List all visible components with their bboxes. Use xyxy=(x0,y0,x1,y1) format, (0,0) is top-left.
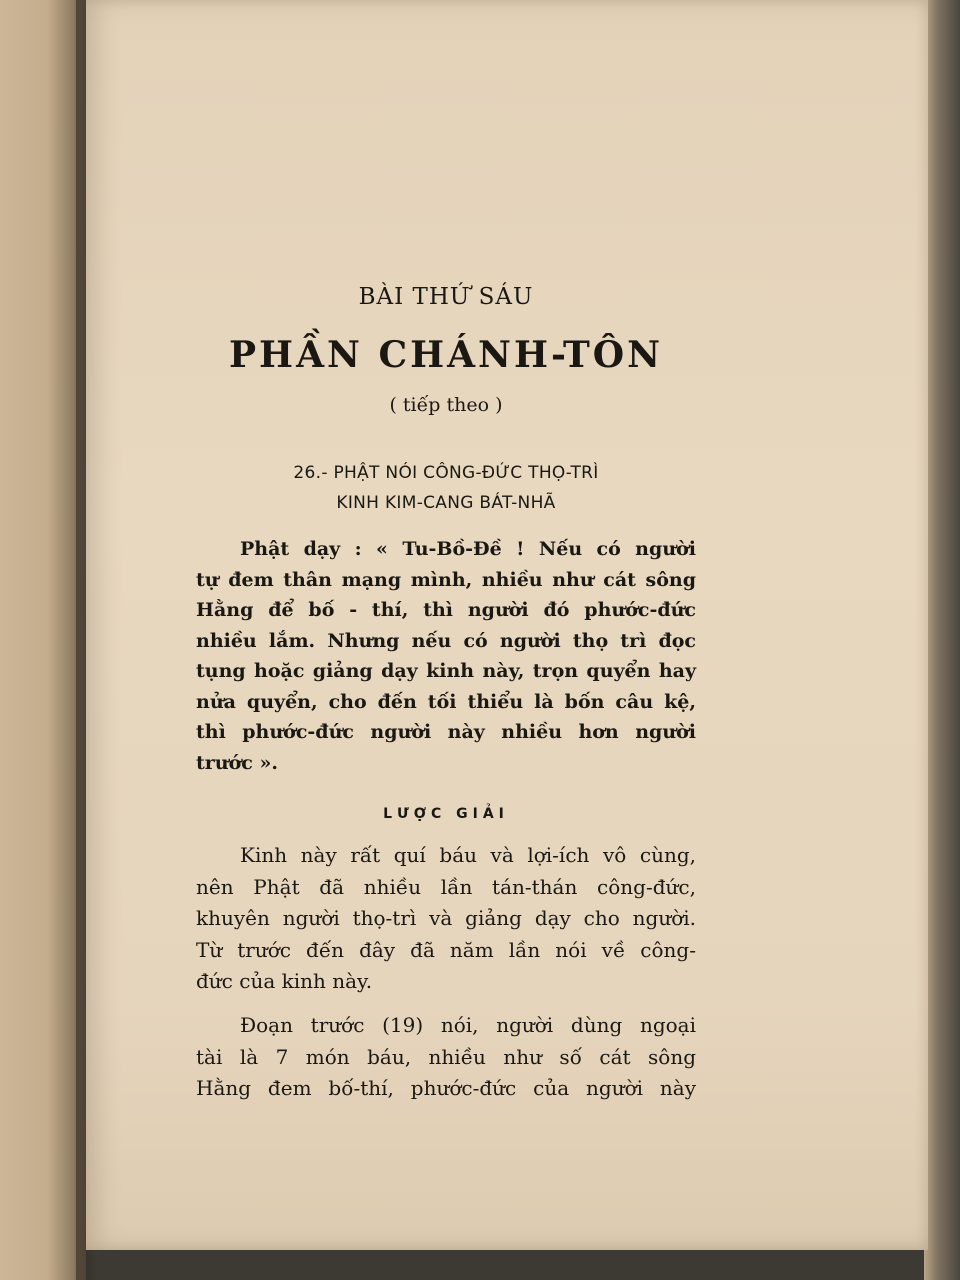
chapter-title: PHẦN CHÁNH-TÔN xyxy=(228,334,663,376)
section-heading-line: KINH KIM-CANG BÁT-NHÃ xyxy=(336,493,556,513)
buddha-quote xyxy=(196,534,696,778)
paragraph-line: tài là 7 món báu, nhiều như số cát sông xyxy=(196,1044,696,1069)
paragraph-line: Hằng đem bố-thí, phước-đức của người này xyxy=(196,1076,696,1100)
quote-line: Phật dạy : « Tu-Bồ-Đề ! Nếu có người xyxy=(240,538,696,560)
quote-line: nhiều lắm. Nhưng nếu có người thọ trì đọc xyxy=(196,629,696,652)
commentary-heading: LƯỢC GIẢI xyxy=(383,806,509,822)
section-heading xyxy=(196,458,696,518)
page-stack-edge xyxy=(924,0,960,1280)
paragraph-line: Từ trước đến đây đã năm lần nói về công- xyxy=(196,937,696,962)
lesson-number: BÀI THỨ SÁU xyxy=(358,284,534,310)
paragraph-line: Đoạn trước (19) nói, người dùng ngoại xyxy=(240,1013,696,1037)
commentary-paragraph xyxy=(196,840,696,998)
commentary-paragraph xyxy=(196,1010,696,1105)
previous-page-edge xyxy=(0,0,86,1280)
continued-note: ( tiếp theo ) xyxy=(389,394,503,416)
book-page xyxy=(86,0,928,1250)
quote-line: trước ». xyxy=(196,751,278,774)
section-heading-line: 26.- PHẬT NÓI CÔNG-ĐỨC THỌ-TRÌ xyxy=(293,463,599,483)
paragraph-line: Kinh này rất quí báu và lợi-ích vô cùng, xyxy=(240,843,696,867)
quote-line: thì phước-đức người này nhiều hơn người xyxy=(196,721,696,743)
paragraph-line: đức của kinh này. xyxy=(196,969,373,993)
quote-line: Hằng để bố - thí, thì người đó phước-đức xyxy=(196,599,696,621)
quote-line: nửa quyển, cho đến tối thiểu là bốn câu kệ, xyxy=(196,690,696,713)
paragraph-line: khuyên người thọ-trì và giảng dạy cho người. xyxy=(196,906,696,930)
quote-line: tự đem thân mạng mình, nhiều như cát sông xyxy=(196,568,696,591)
quote-line: tụng hoặc giảng dạy kinh này, trọn quyển hay xyxy=(196,660,696,682)
paragraph-line: nên Phật đã nhiều lần tán-thán công-đức, xyxy=(196,874,696,899)
